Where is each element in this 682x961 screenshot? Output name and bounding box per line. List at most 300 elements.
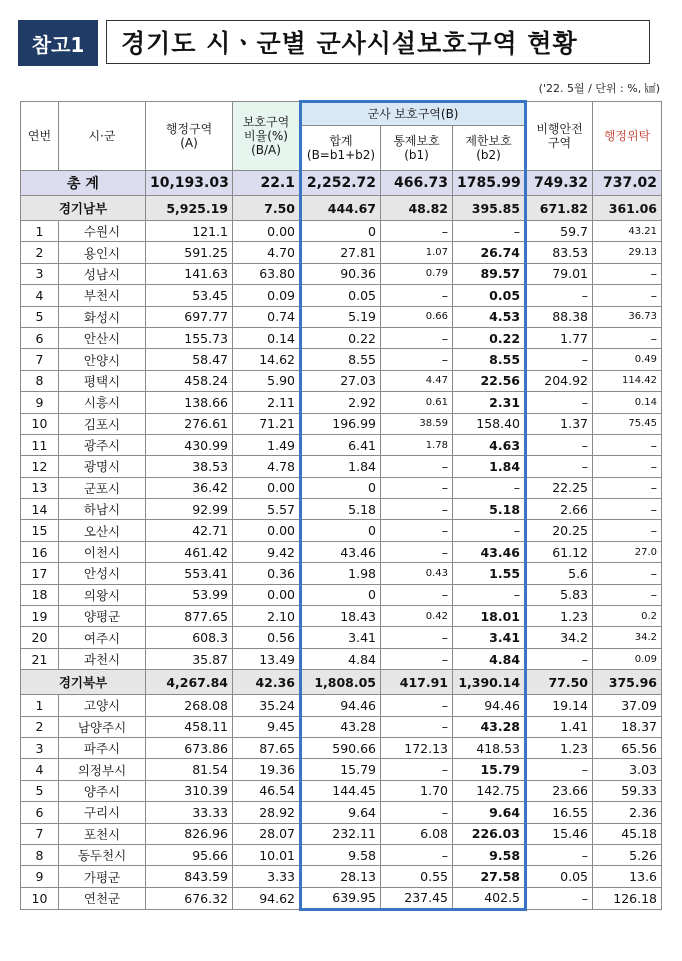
total-delegation: 737.02 (593, 171, 662, 196)
row-flight: 1.23 (526, 737, 593, 758)
row-delegation: 2.36 (593, 802, 662, 823)
row-ratio: 5.57 (233, 499, 301, 520)
region-label: 경기북부 (21, 670, 146, 695)
row-sum: 5.18 (301, 499, 381, 520)
row-ratio: 0.09 (233, 285, 301, 306)
row-number: 16 (21, 541, 59, 562)
row-ratio: 0.56 (233, 627, 301, 648)
row-sum: 2.92 (301, 392, 381, 413)
row-control: 1.07 (381, 242, 453, 263)
table-row (21, 648, 662, 669)
row-flight: 2.66 (526, 499, 593, 520)
table-row (21, 221, 662, 242)
col-header-flight-safety: 비행안전 구역 (526, 102, 593, 171)
row-city: 시흥시 (59, 392, 146, 413)
row-ratio: 4.70 (233, 242, 301, 263)
table-row (21, 606, 662, 627)
row-flight: – (526, 648, 593, 669)
row-restrict: 0.22 (453, 327, 526, 348)
row-city: 양평군 (59, 606, 146, 627)
row-restrict: 43.28 (453, 716, 526, 737)
row-ratio: 3.33 (233, 866, 301, 887)
row-city: 고양시 (59, 695, 146, 716)
col-header-city: 시·군 (59, 102, 146, 171)
row-control: – (381, 584, 453, 605)
row-restrict: 1.84 (453, 456, 526, 477)
row-restrict: 22.56 (453, 370, 526, 391)
row-flight: 1.41 (526, 716, 593, 737)
row-flight: 22.25 (526, 477, 593, 498)
row-control: – (381, 648, 453, 669)
col-header-sum: 합계 (B=b1+b2) (301, 126, 381, 171)
row-number: 5 (21, 306, 59, 327)
row-admin-area: 461.42 (146, 541, 233, 562)
row-ratio: 94.62 (233, 887, 301, 909)
total-sum: 2,252.72 (301, 171, 381, 196)
row-control: 0.61 (381, 392, 453, 413)
row-flight: 15.46 (526, 823, 593, 844)
row-restrict: 3.41 (453, 627, 526, 648)
table-row (21, 434, 662, 455)
row-delegation: – (593, 456, 662, 477)
row-ratio: 2.10 (233, 606, 301, 627)
row-restrict: 18.01 (453, 606, 526, 627)
row-flight: – (526, 285, 593, 306)
row-ratio: 0.36 (233, 563, 301, 584)
row-number: 19 (21, 606, 59, 627)
protection-zone-table (20, 100, 662, 911)
region-ratio: 42.36 (233, 670, 301, 695)
row-number: 11 (21, 434, 59, 455)
table-row (21, 285, 662, 306)
row-restrict: 418.53 (453, 737, 526, 758)
row-flight: 5.83 (526, 584, 593, 605)
row-flight: 61.12 (526, 541, 593, 562)
row-sum: 8.55 (301, 349, 381, 370)
row-ratio: 63.80 (233, 263, 301, 284)
region-sum: 1,808.05 (301, 670, 381, 695)
row-city: 평택시 (59, 370, 146, 391)
row-control: – (381, 716, 453, 737)
row-control: 6.08 (381, 823, 453, 844)
row-number: 6 (21, 327, 59, 348)
row-sum: 5.19 (301, 306, 381, 327)
row-number: 12 (21, 456, 59, 477)
row-ratio: 9.45 (233, 716, 301, 737)
row-ratio: 14.62 (233, 349, 301, 370)
reference-badge: 참고1 (18, 20, 98, 66)
row-restrict: 4.84 (453, 648, 526, 669)
table-row (21, 695, 662, 716)
row-ratio: 35.24 (233, 695, 301, 716)
row-admin-area: 53.99 (146, 584, 233, 605)
row-admin-area: 591.25 (146, 242, 233, 263)
row-admin-area: 608.3 (146, 627, 233, 648)
row-admin-area: 81.54 (146, 759, 233, 780)
row-delegation: – (593, 520, 662, 541)
region-delegation: 375.96 (593, 670, 662, 695)
row-delegation: 27.0 (593, 541, 662, 562)
row-number: 5 (21, 780, 59, 801)
row-number: 3 (21, 737, 59, 758)
row-restrict: 94.46 (453, 695, 526, 716)
row-delegation: – (593, 563, 662, 584)
table-row (21, 737, 662, 758)
row-control: – (381, 541, 453, 562)
title-row (18, 20, 652, 66)
table-row (21, 716, 662, 737)
total-control: 466.73 (381, 171, 453, 196)
row-delegation: 43.21 (593, 221, 662, 242)
row-city: 화성시 (59, 306, 146, 327)
row-number: 10 (21, 413, 59, 434)
row-ratio: 9.42 (233, 541, 301, 562)
row-admin-area: 58.47 (146, 349, 233, 370)
row-delegation: – (593, 499, 662, 520)
row-city: 남양주시 (59, 716, 146, 737)
region-delegation: 361.06 (593, 196, 662, 221)
row-city: 이천시 (59, 541, 146, 562)
region-admin-area: 4,267.84 (146, 670, 233, 695)
row-admin-area: 673.86 (146, 737, 233, 758)
table-row (21, 802, 662, 823)
region-admin-area: 5,925.19 (146, 196, 233, 221)
row-flight: 88.38 (526, 306, 593, 327)
row-admin-area: 553.41 (146, 563, 233, 584)
row-sum: 94.46 (301, 695, 381, 716)
row-restrict: 4.63 (453, 434, 526, 455)
row-flight: 5.6 (526, 563, 593, 584)
row-flight: – (526, 456, 593, 477)
total-row (21, 171, 662, 196)
row-delegation: 65.56 (593, 737, 662, 758)
row-sum: 0 (301, 477, 381, 498)
table-row (21, 242, 662, 263)
row-ratio: 0.74 (233, 306, 301, 327)
row-delegation: 45.18 (593, 823, 662, 844)
row-admin-area: 676.32 (146, 887, 233, 909)
row-control: – (381, 695, 453, 716)
row-restrict: 226.03 (453, 823, 526, 844)
row-sum: 6.41 (301, 434, 381, 455)
row-sum: 15.79 (301, 759, 381, 780)
table-row (21, 477, 662, 498)
row-city: 성남시 (59, 263, 146, 284)
col-header-restrict: 제한보호 (b2) (453, 126, 526, 171)
table-row (21, 499, 662, 520)
row-sum: 0 (301, 221, 381, 242)
row-control: – (381, 456, 453, 477)
row-ratio: 0.00 (233, 221, 301, 242)
row-sum: 90.36 (301, 263, 381, 284)
row-restrict: 27.58 (453, 866, 526, 887)
row-admin-area: 843.59 (146, 866, 233, 887)
unit-note: ('22. 5월 / 단위 : %, ㎢) (538, 82, 660, 95)
row-sum: 0.05 (301, 285, 381, 306)
row-city: 양주시 (59, 780, 146, 801)
table-row (21, 866, 662, 887)
region-control: 48.82 (381, 196, 453, 221)
row-delegation: 75.45 (593, 413, 662, 434)
row-number: 4 (21, 285, 59, 306)
row-restrict: – (453, 477, 526, 498)
total-flight: 749.32 (526, 171, 593, 196)
row-sum: 1.84 (301, 456, 381, 477)
row-flight: – (526, 392, 593, 413)
row-admin-area: 33.33 (146, 802, 233, 823)
row-city: 의왕시 (59, 584, 146, 605)
region-flight: 671.82 (526, 196, 593, 221)
row-delegation: 13.6 (593, 866, 662, 887)
table-row (21, 584, 662, 605)
row-restrict: – (453, 520, 526, 541)
row-sum: 43.46 (301, 541, 381, 562)
row-delegation: 3.03 (593, 759, 662, 780)
row-number: 3 (21, 263, 59, 284)
row-admin-area: 310.39 (146, 780, 233, 801)
row-sum: 27.81 (301, 242, 381, 263)
row-city: 의정부시 (59, 759, 146, 780)
row-control: – (381, 844, 453, 865)
row-control: 4.47 (381, 370, 453, 391)
row-flight: 23.66 (526, 780, 593, 801)
row-number: 1 (21, 695, 59, 716)
row-city: 파주시 (59, 737, 146, 758)
row-restrict: 5.18 (453, 499, 526, 520)
page-title: 경기도 시ㆍ군별 군사시설보호구역 현황 (106, 20, 650, 64)
row-number: 6 (21, 802, 59, 823)
row-sum: 144.45 (301, 780, 381, 801)
row-restrict: 8.55 (453, 349, 526, 370)
row-admin-area: 95.66 (146, 844, 233, 865)
region-row (21, 196, 662, 221)
row-flight: 1.37 (526, 413, 593, 434)
col-header-admin-delegation: 행정위탁 (593, 102, 662, 171)
row-control: 0.66 (381, 306, 453, 327)
row-sum: 0 (301, 520, 381, 541)
row-admin-area: 92.99 (146, 499, 233, 520)
row-restrict: – (453, 584, 526, 605)
row-control: – (381, 327, 453, 348)
row-number: 9 (21, 866, 59, 887)
table-row (21, 887, 662, 909)
row-number: 10 (21, 887, 59, 909)
row-ratio: 0.14 (233, 327, 301, 348)
row-restrict: – (453, 221, 526, 242)
row-control: – (381, 221, 453, 242)
row-flight: – (526, 434, 593, 455)
row-number: 18 (21, 584, 59, 605)
row-number: 9 (21, 392, 59, 413)
row-flight: 34.2 (526, 627, 593, 648)
row-admin-area: 430.99 (146, 434, 233, 455)
row-number: 7 (21, 823, 59, 844)
row-number: 4 (21, 759, 59, 780)
row-city: 광명시 (59, 456, 146, 477)
row-flight: – (526, 844, 593, 865)
table-row (21, 413, 662, 434)
table-row (21, 349, 662, 370)
total-label: 총 계 (21, 171, 146, 196)
row-delegation: – (593, 477, 662, 498)
row-admin-area: 268.08 (146, 695, 233, 716)
row-number: 15 (21, 520, 59, 541)
row-restrict: 43.46 (453, 541, 526, 562)
col-header-admin-area: 행정구역 (A) (146, 102, 233, 171)
row-restrict: 402.5 (453, 887, 526, 909)
row-delegation: 37.09 (593, 695, 662, 716)
row-control: 38.59 (381, 413, 453, 434)
row-control: 0.55 (381, 866, 453, 887)
row-sum: 639.95 (301, 887, 381, 909)
row-sum: 232.11 (301, 823, 381, 844)
row-delegation: – (593, 584, 662, 605)
row-city: 안성시 (59, 563, 146, 584)
row-admin-area: 42.71 (146, 520, 233, 541)
row-delegation: – (593, 285, 662, 306)
table-row (21, 563, 662, 584)
row-city: 용인시 (59, 242, 146, 263)
col-header-control: 통제보호 (b1) (381, 126, 453, 171)
row-ratio: 28.07 (233, 823, 301, 844)
row-control: 1.70 (381, 780, 453, 801)
row-city: 하남시 (59, 499, 146, 520)
total-admin-area: 10,193.03 (146, 171, 233, 196)
row-flight: 19.14 (526, 695, 593, 716)
row-city: 과천시 (59, 648, 146, 669)
col-header-no: 연번 (21, 102, 59, 171)
row-control: – (381, 477, 453, 498)
row-admin-area: 458.11 (146, 716, 233, 737)
row-ratio: 28.92 (233, 802, 301, 823)
row-sum: 18.43 (301, 606, 381, 627)
row-delegation: 126.18 (593, 887, 662, 909)
row-city: 안산시 (59, 327, 146, 348)
row-control: 0.79 (381, 263, 453, 284)
total-restrict: 1785.99 (453, 171, 526, 196)
row-ratio: 71.21 (233, 413, 301, 434)
row-control: – (381, 499, 453, 520)
row-flight: – (526, 349, 593, 370)
table-row (21, 306, 662, 327)
table-row (21, 844, 662, 865)
row-admin-area: 155.73 (146, 327, 233, 348)
row-delegation: – (593, 434, 662, 455)
row-number: 14 (21, 499, 59, 520)
row-restrict: 15.79 (453, 759, 526, 780)
region-control: 417.91 (381, 670, 453, 695)
region-row (21, 670, 662, 695)
region-flight: 77.50 (526, 670, 593, 695)
row-sum: 28.13 (301, 866, 381, 887)
row-restrict: 0.05 (453, 285, 526, 306)
row-number: 2 (21, 242, 59, 263)
row-flight: – (526, 759, 593, 780)
row-city: 여주시 (59, 627, 146, 648)
table-row (21, 759, 662, 780)
region-restrict: 395.85 (453, 196, 526, 221)
row-sum: 9.64 (301, 802, 381, 823)
row-ratio: 4.78 (233, 456, 301, 477)
row-flight: 0.05 (526, 866, 593, 887)
col-header-protect-ratio: 보호구역 비율(%) (B/A) (233, 102, 301, 171)
row-number: 13 (21, 477, 59, 498)
row-ratio: 46.54 (233, 780, 301, 801)
row-ratio: 19.36 (233, 759, 301, 780)
row-delegation: 34.2 (593, 627, 662, 648)
row-city: 수원시 (59, 221, 146, 242)
row-admin-area: 35.87 (146, 648, 233, 669)
row-delegation: 36.73 (593, 306, 662, 327)
row-flight: 79.01 (526, 263, 593, 284)
row-control: – (381, 759, 453, 780)
row-number: 17 (21, 563, 59, 584)
row-control: 1.78 (381, 434, 453, 455)
row-restrict: 89.57 (453, 263, 526, 284)
col-header-military-zone: 군사 보호구역(B) (301, 102, 526, 126)
row-control: – (381, 627, 453, 648)
row-control: – (381, 520, 453, 541)
region-sum: 444.67 (301, 196, 381, 221)
row-delegation: 0.49 (593, 349, 662, 370)
row-control: – (381, 285, 453, 306)
row-number: 8 (21, 844, 59, 865)
row-flight: 83.53 (526, 242, 593, 263)
table-row (21, 541, 662, 562)
row-restrict: 158.40 (453, 413, 526, 434)
row-control: 0.42 (381, 606, 453, 627)
row-restrict: 26.74 (453, 242, 526, 263)
row-ratio: 10.01 (233, 844, 301, 865)
table-row (21, 780, 662, 801)
row-ratio: 1.49 (233, 434, 301, 455)
row-delegation: 29.13 (593, 242, 662, 263)
row-control: 0.43 (381, 563, 453, 584)
row-city: 구리시 (59, 802, 146, 823)
row-control: 237.45 (381, 887, 453, 909)
row-restrict: 4.53 (453, 306, 526, 327)
row-ratio: 0.00 (233, 477, 301, 498)
row-delegation: 0.09 (593, 648, 662, 669)
row-delegation: – (593, 327, 662, 348)
row-ratio: 2.11 (233, 392, 301, 413)
row-number: 2 (21, 716, 59, 737)
row-delegation: – (593, 263, 662, 284)
row-admin-area: 697.77 (146, 306, 233, 327)
row-sum: 43.28 (301, 716, 381, 737)
row-sum: 196.99 (301, 413, 381, 434)
row-delegation: 114.42 (593, 370, 662, 391)
row-flight: 204.92 (526, 370, 593, 391)
row-number: 20 (21, 627, 59, 648)
row-admin-area: 877.65 (146, 606, 233, 627)
table-row (21, 456, 662, 477)
table-row (21, 327, 662, 348)
row-flight: 59.7 (526, 221, 593, 242)
row-sum: 1.98 (301, 563, 381, 584)
region-restrict: 1,390.14 (453, 670, 526, 695)
region-ratio: 7.50 (233, 196, 301, 221)
row-delegation: 5.26 (593, 844, 662, 865)
row-sum: 3.41 (301, 627, 381, 648)
total-ratio: 22.1 (233, 171, 301, 196)
row-admin-area: 141.63 (146, 263, 233, 284)
row-sum: 9.58 (301, 844, 381, 865)
table-row (21, 823, 662, 844)
row-ratio: 13.49 (233, 648, 301, 669)
row-city: 광주시 (59, 434, 146, 455)
row-sum: 0.22 (301, 327, 381, 348)
